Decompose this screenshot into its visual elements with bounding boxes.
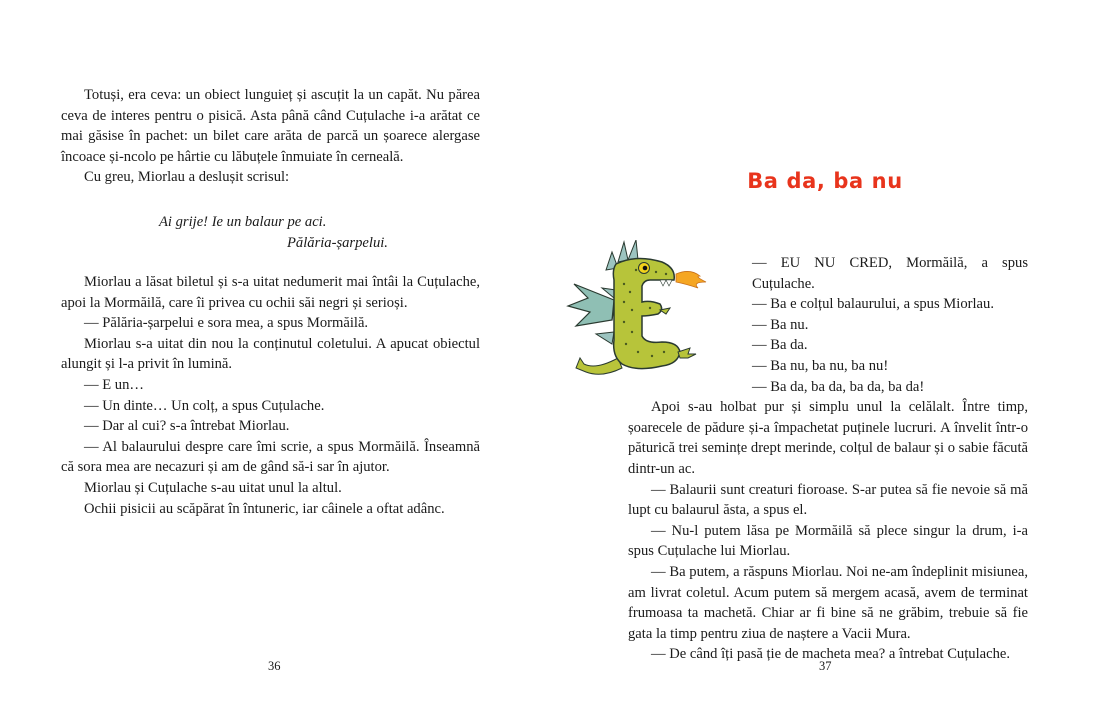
- paragraph: Ochii pisicii au scăpărat în întuneric, iar câinele a oftat adânc.: [84, 500, 445, 517]
- left-text-top: [61, 85, 480, 188]
- paragraph: — De când îți pasă ție de macheta mea? a întrebat Cuțulache.: [651, 646, 1011, 663]
- paragraph: — Un dinte… Un colț, a spus Cuțulache.: [84, 397, 325, 414]
- page-number: 36: [268, 659, 281, 673]
- paragraph: Cu greu, Miorlau a deslușit scrisul:: [84, 169, 290, 186]
- dialogue-line: — Ba e colțul balaurului, a spus Miorlau.: [752, 296, 994, 313]
- paragraph: — Nu-l putem lăsa pe Mormăilă să plece singur la drum, i-a spus Cuțulache lui Miorlau.: [628, 522, 1028, 560]
- chapter-title: Ba da, ba nu: [747, 169, 903, 193]
- quote-line: Ai grije! Ie un balaur pe aci.: [159, 214, 327, 230]
- dialogue-line: — Ba da, ba da, ba da, ba da!: [752, 378, 925, 395]
- right-text: [628, 253, 1028, 665]
- quote-signature: Pălăria-șarpelui.: [287, 234, 388, 251]
- paragraph: — Ba putem, a răspuns Miorlau. Noi ne-am îndeplinit misiunea, am livrat coletul. Acum putem să mergem acasă, avem de terminat frumoasa ta machetă. Chiar ar fi bine să ne grăbim, trebuie să fie gata la timp pentru ziua de naștere a Vacii Mura.: [628, 563, 1028, 642]
- paragraph: — Balaurii sunt creaturi fioroase. S-ar putea să fie nevoie să mă lupt cu balaurul ăsta, a spus el.: [628, 481, 1028, 519]
- dialogue-line: — Ba da.: [752, 337, 808, 354]
- paragraph: — Al balaurului despre care îmi scrie, a spus Mormăilă. Înseamnă că sora mea are necazuri și am de gând să-i sar în ajutor.: [61, 438, 480, 476]
- letter-quote: [159, 212, 388, 253]
- dialogue-line: — Ba nu, ba nu, ba nu!: [752, 357, 889, 374]
- left-text-bottom: [61, 272, 480, 519]
- dialogue-line: — EU NU CRED, Mormăilă, a spus Cuțulache.: [752, 255, 1028, 292]
- paragraph: Apoi s-au holbat pur și simplu unul la celălalt. Între timp, șoarecele de pădure și-a împachetat puținele lucruri. A învelit într-o păturică trei semințe drept merinde, colțul de balaur și o sabie făcută dintr-un ac.: [628, 399, 1028, 477]
- paragraph: Miorlau și Cuțulache s-au uitat unul la altul.: [84, 479, 342, 496]
- paragraph: — Dar al cui? s-a întrebat Miorlau.: [84, 418, 290, 435]
- page-number: 37: [819, 659, 832, 673]
- paragraph: — Pălăria-șarpelui e sora mea, a spus Mormăilă.: [84, 315, 369, 332]
- paragraph: Miorlau a lăsat biletul și s-a uitat nedumerit mai întâi la Cuțulache, apoi la Mormăilă, care îi privea cu ochii săi negri și serioși.: [61, 274, 480, 311]
- dialogue-line: — Ba nu.: [752, 316, 809, 333]
- paragraph: Totuși, era ceva: un obiect lunguieț și ascuțit la un capăt. Nu părea ceva de interes pentru o pisică. Asta până când Cuțulache i-a arătat ce mai găsise în pachet: un bilet care arăta de parcă un șoarece alergase încoace și-ncolo pe hârtie cu lăbuțele înmuiate în cerneală.: [61, 87, 480, 165]
- paragraph: Miorlau s-a uitat din nou la conținutul coletului. A apucat obiectul alungit și l-a privit în lumină.: [61, 335, 480, 373]
- paragraph: — E un…: [84, 376, 144, 393]
- right-page: [550, 0, 1100, 722]
